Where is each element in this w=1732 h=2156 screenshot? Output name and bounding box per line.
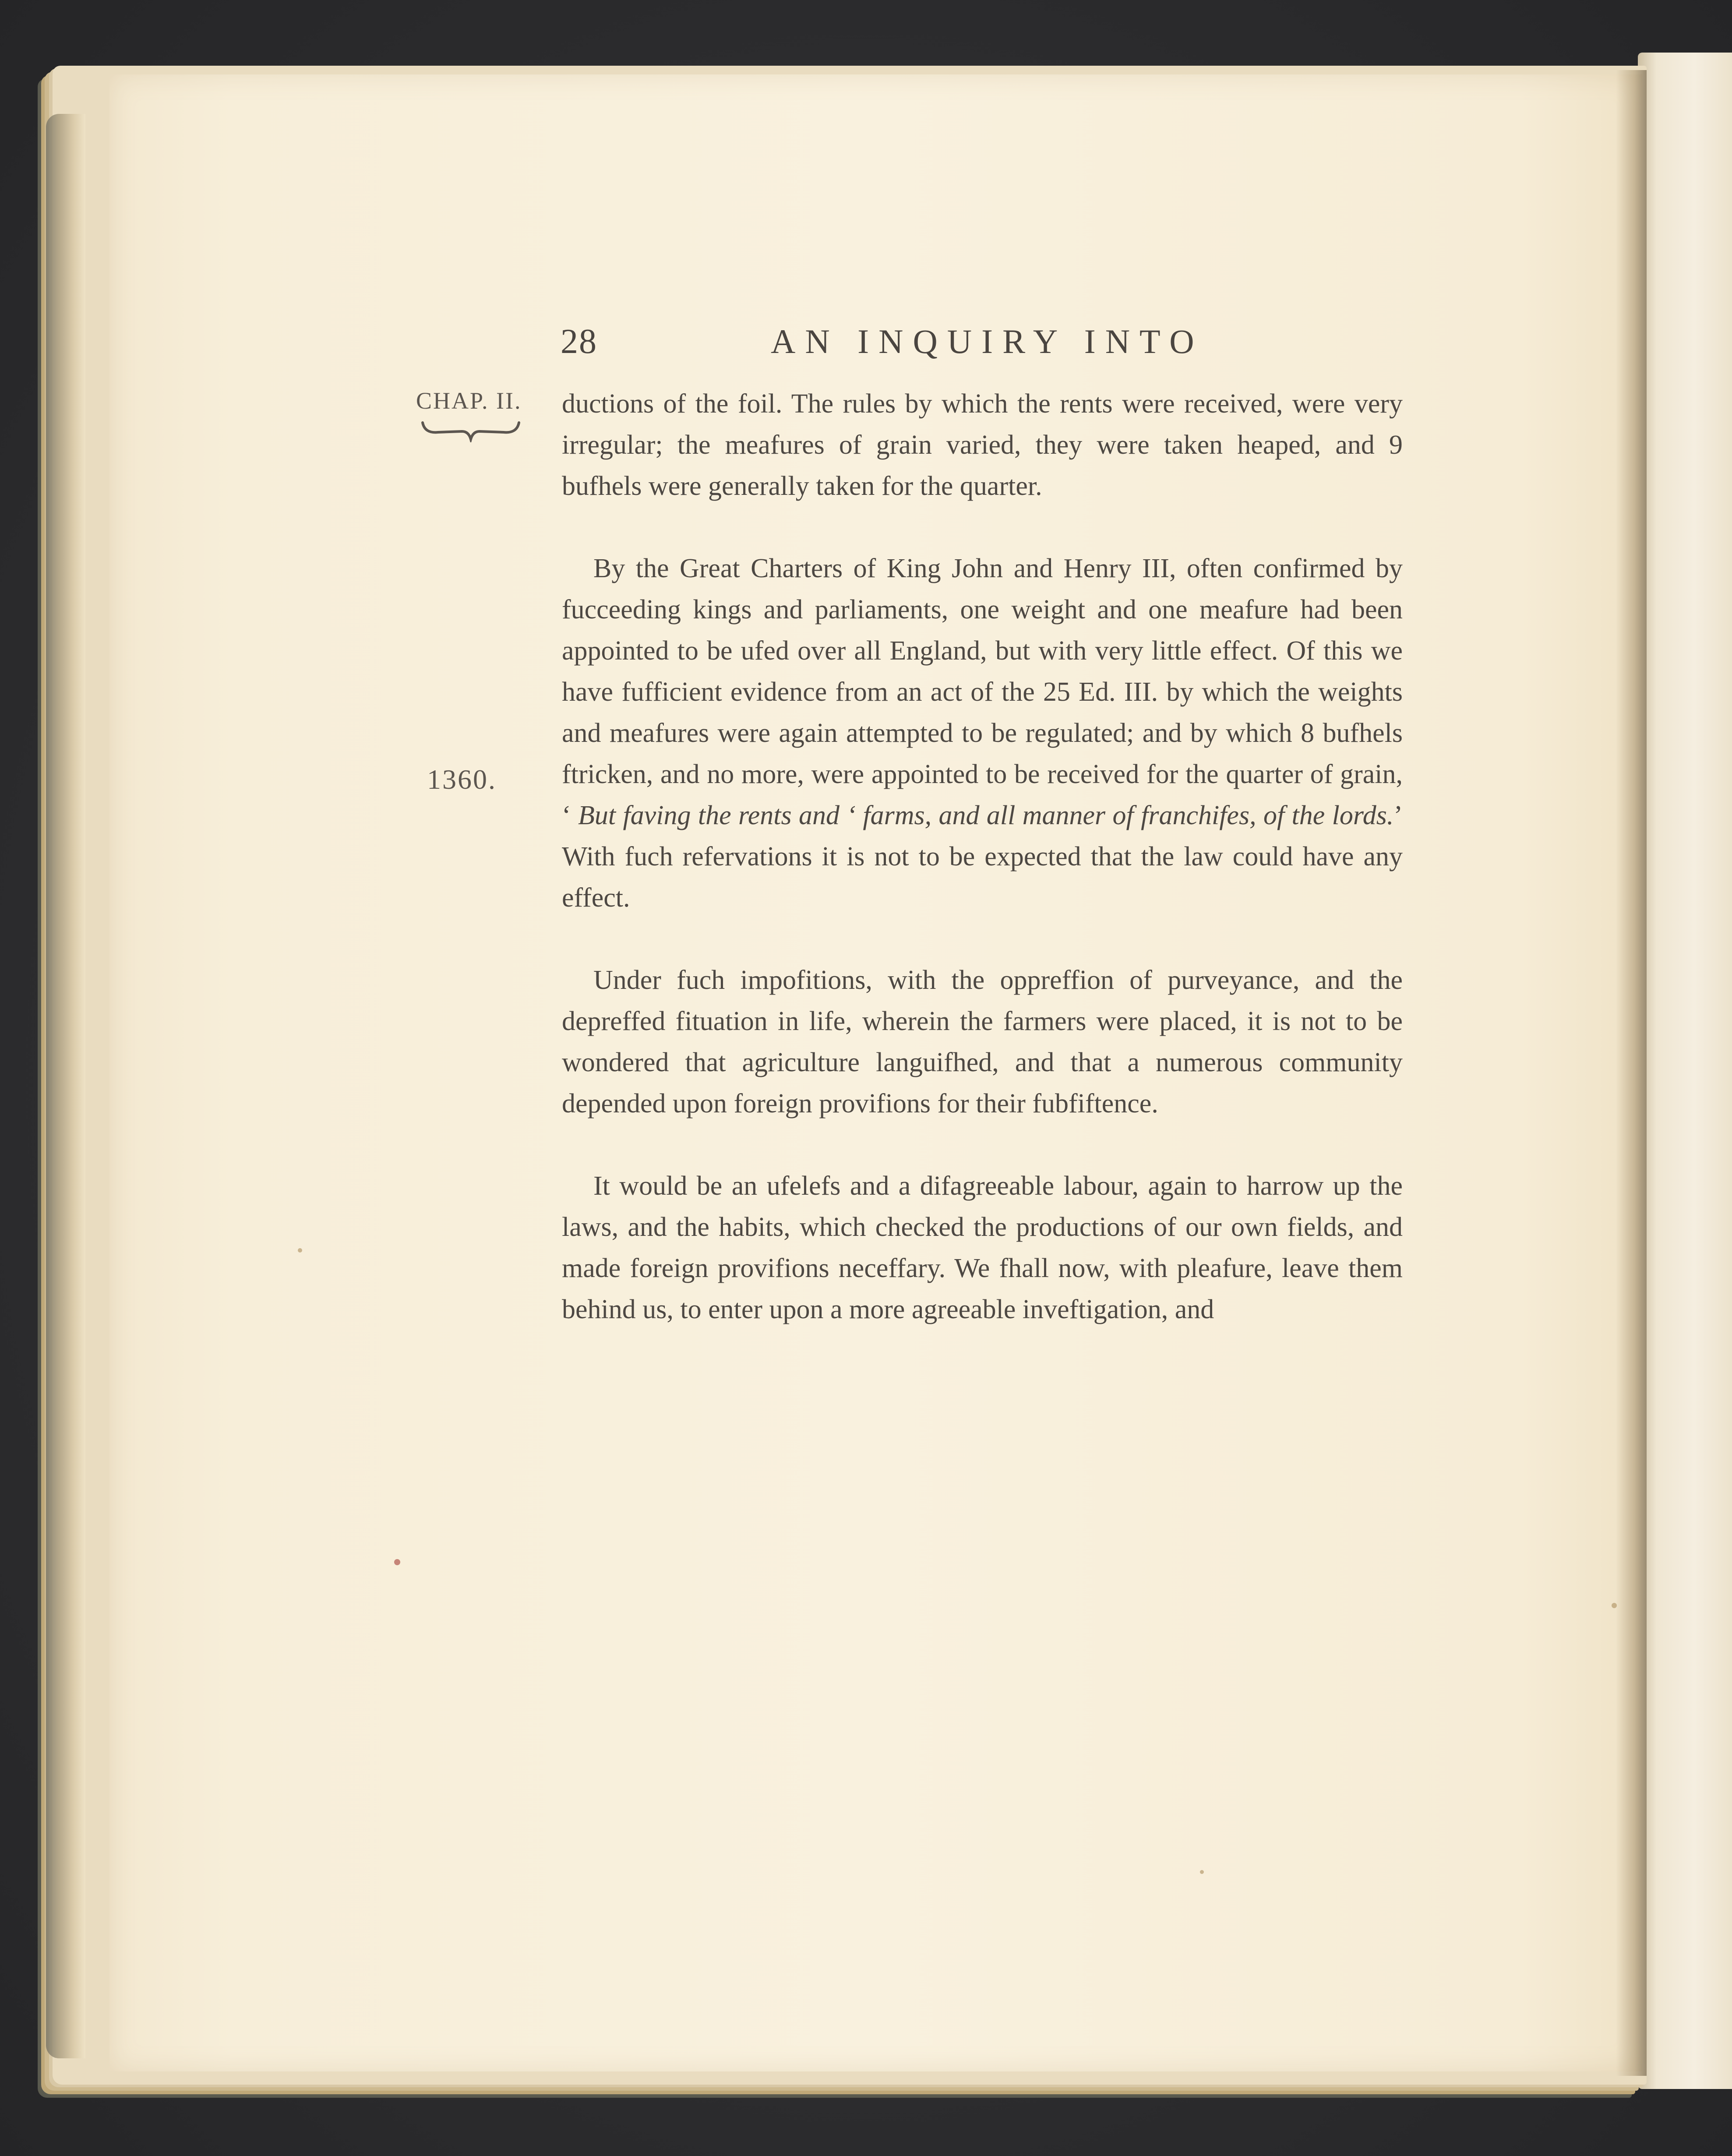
- header-title: AN INQUIRY INTO: [771, 322, 1204, 360]
- paper-speck: [298, 1248, 302, 1253]
- book-spine: [46, 114, 85, 2058]
- page-gutter-shadow: [1616, 70, 1647, 2076]
- paper-speck: [394, 1559, 400, 1565]
- paper-speck: [1200, 1870, 1204, 1874]
- chapter-margin-note: CHAP. II.: [416, 388, 522, 414]
- body-text: [562, 383, 1403, 1371]
- paper-speck: [1612, 1603, 1617, 1608]
- paragraph-3: Under fuch impofitions, with the oppreffion of purveyance, and the depreffed fituation in life, wherein the farmers were placed, it is not to be wondered that agriculture languifhed, and that a numerous community depended upon foreign provifions for their fubfiftence.: [562, 965, 1403, 1119]
- paragraph-2-ending: ’ With fuch refervations it is not to be expected that the law could have any effect.: [562, 801, 1403, 913]
- paragraph-2: [562, 548, 1403, 918]
- facing-page-edge: [1638, 53, 1732, 2089]
- brace-ornament-icon: [420, 418, 521, 442]
- page-number: 28: [561, 322, 597, 361]
- running-head: [561, 315, 1401, 372]
- paragraph-2-quote: But faving the rents and ‘ farms, and all manner of franchifes, of the lords.: [578, 801, 1394, 830]
- paragraph-4: It would be an ufelefs and a difagreeable labour, again to harrow up the laws, and the habits, which checked the productions of our own fields, and made foreign provifions neceffary. We fhall now, with pleafure, leave them behind us, to enter upon a more agreeable inveftigation, and: [562, 1171, 1403, 1324]
- paragraph-1: ductions of the foil. The rules by which the rents were received, were very irregular; the meafures of grain varied, they were taken heaped, and 9 bufhels were generally taken for the quarter.: [562, 389, 1403, 501]
- year-margin-note: 1360.: [427, 764, 497, 795]
- paragraph-2-text: By the Great Charters of King John and Henry III, often confirmed by fucceeding kings and parliaments, one weight and one meafure had been appointed to be ufed over all England, but with very little effect. Of this we have fufficient evidence from an act of the 25 Ed. III. by which the weights and meafures were again attempted to be regulated; and by which 8 bufhels ftricken, and no more, were appointed to be received for the quarter of grain, ‘: [562, 554, 1403, 830]
